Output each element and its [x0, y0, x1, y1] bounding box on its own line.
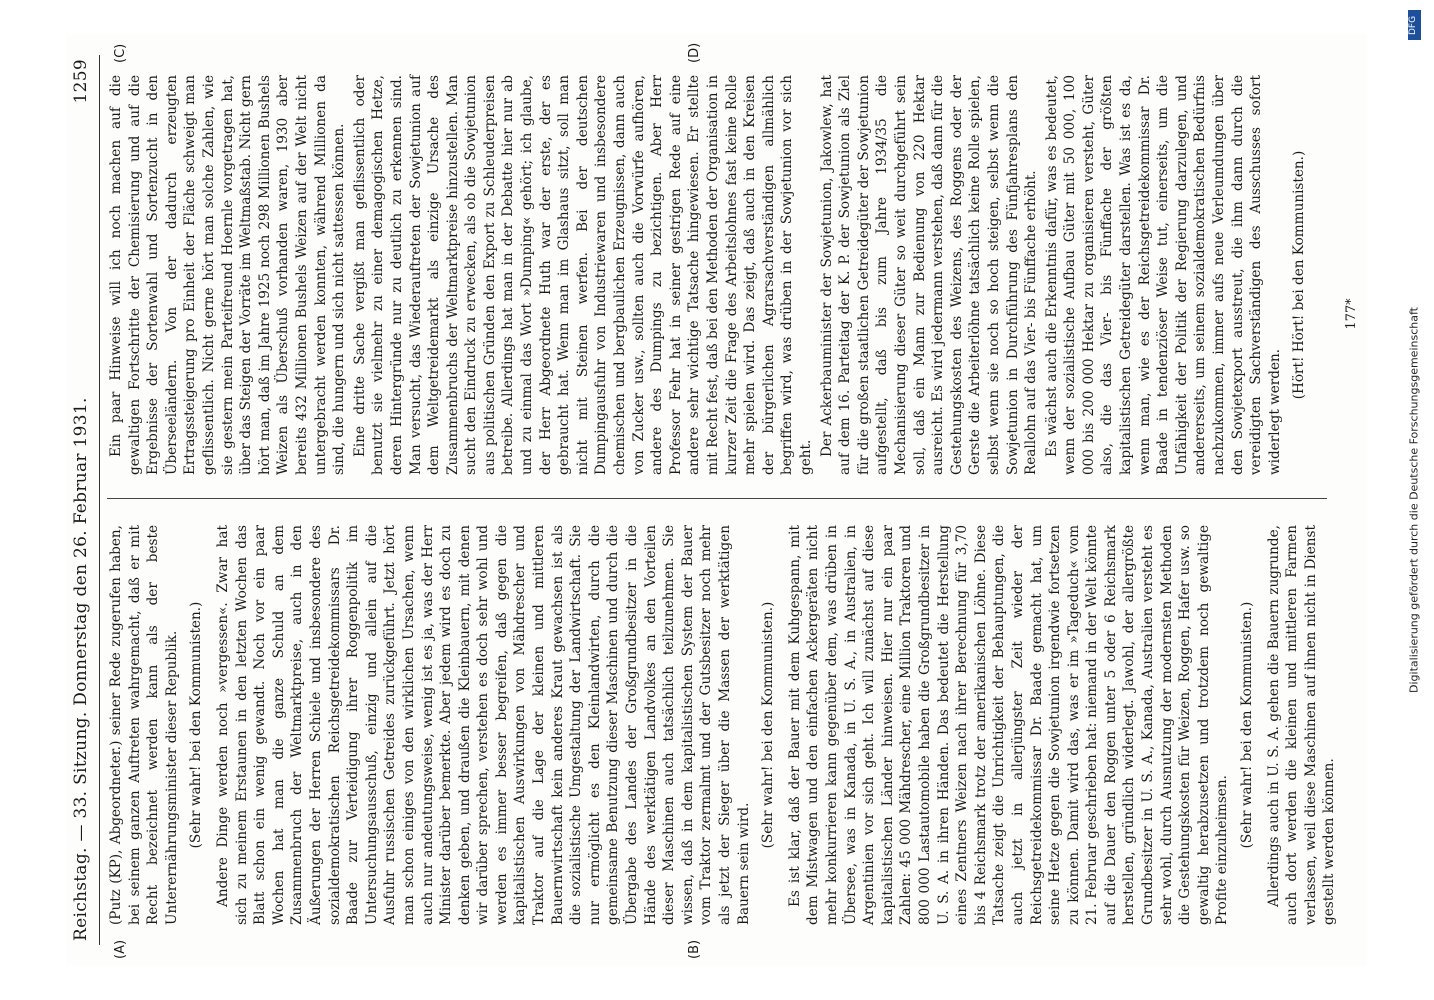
interjection: (Hört! Hört! bei den Kommunisten.) — [1291, 150, 1308, 400]
paragraph: Ein paar Hinweise will ich noch machen auf die gewaltigen Fortschritte der Chemisierung und auf die Ergebnisse der Sortenwahl und Sortenzucht in den Überseeländern. Von der dadurch erzeugten Ertragssteigerung pro Einheit der Fläche schweigt man geflissentlich. Nicht gerne hört man solche Zahlen, wie sie gestern mein Parteifreund Hoernle vorgetragen hat, über das Steigen der Vorräte im Weltmaßstab. Nicht gern hört man, daß im Jahre 1925 noch 298 Millionen Bushels Weizen als Überschuß vorhanden waren, 1930 aber bereits 432 Millionen Bushels Weizen auf der Welt nicht untergebracht werden konnten, während Millionen da sind, die hungern und sich nicht sattessen können. — [108, 75, 348, 475]
dfg-logo: DFG — [1408, 10, 1421, 40]
paragraph: (Putz (KP), Abgeordneter.) seiner Rede zugerufen haben, bei seinem ganzen Auftreten wahrgemacht, daß er mit Recht bezeichnet werden kann als der beste Unterernährungsminister dieser Republik. — [108, 525, 180, 925]
paragraph: Eine dritte Sache vergißt man geflissentlich oder benutzt sie vielmehr zu einer demagogischen Hetze, deren Hintergründe nur zu deutlich zu erkennen sind. Man versucht, das Wiederauftreten der Sowjetunion auf dem Weltgetreidemarkt als einzige Ursache des Zusammenbruchs der Weltmarktpreise hinzustellen. Man sucht den Eindruck zu erwecken, als ob die Sowjetunion aus politischen Gründen den Export zu Schleuderpreisen betreibe. Allerdings hat man in der Debatte hier nur ab und zu einmal das Wort »Dumping« gehört; ich glaube, der Herr Abgeordnete Huth war der erste, der es gebraucht hat. Wenn man im Glashaus sitzt, soll man nicht mit Steinen werfen. Bei der deutschen Dumpingausfuhr von Industriewaren und insbesondere chemischen und bergbaulichen Erzeugnissen, dann auch von Zucker usw., sollten auch die Vorwürfe aufhören, andere des Dumpings zu bezichtigen. Aber Herr Professor Fehr hat in seiner gestrigen Rede auf eine andere sehr wichtige Tatsache hingewiesen. Er stellte mit Recht fest, daß bei den Methoden der Organisation in kurzer Zeit die Frage des Arbeitslohnes fast keine Rolle mehr spielen wird. Das zeigt, daß auch in den Kreisen der bürgerlichen Agrarsachverständigen allmählich begriffen wird, was drüben in der Sowjetunion vor sich geht. — [351, 75, 814, 475]
right-column — [107, 75, 1331, 475]
margin-mark-c: (C) — [113, 43, 128, 63]
interjection: (Sehr wahr! bei den Kommunisten.) — [1239, 601, 1256, 849]
paragraph: Es ist klar, daß der Bauer mit dem Kuhgespann, mit dem Mistwagen und den einfachen Ackergeräten nicht mehr konkurrieren kann gegenüber dem, was drüben in Übersee, was in Kanada, in U. S. A., in Australien, in Argentinien vor sich geht. Ich will zunächst auf diese kapitalistischen Länder hinweisen. Hier nur ein paar Zahlen: 45 000 Mähdrescher, eine Million Traktoren und 800 000 Lastautomobile haben die Großgrundbesitzer in U. S. A. in ihren Händen. Das bedeutet die Herstellung eines Zentners Weizen nach ihrer Berechnung für 3,70 bis 4 Reichsmark trotz der amerikanischen Löhne. Diese Tatsache zeigt die Unrichtigkeit der Behauptungen, die auch jetzt in allerjüngster Zeit wieder der Reichsgetreidekommissar Dr. Baade gemacht hat, um seine Hetze gegen die Sowjetunion irgendwie fortsetzen zu können. Damit wird das, was er im »Tageduch« vom 21. Februar geschrieben hat: niemand in der Welt könnte auf die Dauer den Roggen unter 5 oder 6 Reichsmark herstellen, gründlich widerlegt. Jawohl, der allergrößte Grundbesitzer in U. S. A., Kanada, Australien versteht es sehr wohl, durch Ausnutzung der modernsten Methoden die Gestehungskosten für Weizen, Roggen, Hafer usw. so gewaltig herabzusetzen und trotzdem noch gewaltige Profite einzuheimsen. — [786, 525, 1231, 925]
margin-mark-b: (B) — [687, 939, 702, 959]
page-header — [67, 55, 100, 945]
margin-mark-a: (A) — [113, 939, 128, 959]
left-column — [107, 525, 1338, 925]
interjection: (Sehr wahr! bei den Kommunisten.) — [760, 601, 777, 849]
margin-mark-d: (D) — [687, 42, 702, 63]
paragraph: Es wächst auch die Erkenntnis dafür, was es bedeutet, wenn der sozialistische Aufbau Güter mit 50 000, 100 000 bis 200 000 Hektar zu organisieren versteht, Güter also, die das Vier- bis Fünffache der größten kapitalistischen Getreidegüter darstellen. Was ist es da, wenn man, wie es der Reichsgetreidekommissar Dr. Baade in tendenziöser Weise tut, einerseits, um die Unfähigkeit der Politik der Regierung darzulegen, und andererseits, um seinem sozialdemokratischen Bedürfnis nachzukommen, immer aufs neue Verleumdungen über den Sowjetexport ausstreut, die ihm dann durch die vereidigten Sachverständigen des Ausschusses sofort widerlegt werden. — [1043, 75, 1283, 475]
digitization-credit: Digitalisierung gefördert durch die Deutsche Forschungsgemeinschaft — [1407, 307, 1421, 693]
header-title: Reichstag. — 33. Sitzung. Donnerstag den 26. Februar 1931. — [71, 397, 91, 941]
rotated-page — [67, 35, 1367, 965]
page-number: 1259 — [71, 59, 91, 104]
column-divider — [107, 498, 1327, 499]
paragraph: Allerdings auch in U. S. A. gehen die Bauern zugrunde, auch dort werden die kleinen und mittleren Farmen verlassen, weil diese Maschinen auf ihnen nicht in Dienst gestellt werden können. — [1265, 525, 1338, 925]
interjection: (Sehr wahr! bei den Kommunisten.) — [188, 601, 205, 849]
page-signature: 177* — [1344, 298, 1359, 330]
paragraph: Der Ackerbauminister der Sowjetunion, Jakowlew, hat auf dem 16. Parteitag der K. P. der Sowjetunion als Ziel für die großen staatlichen Getreidegüter der Sowjetunion aufgestellt, daß bis zum Jahre 1934/35 die Mechanisierung dieser Güter so weit durchgeführt sein soll, daß ein Mann zur Bedienung von 220 Hektar ausreicht. Es wird jedermann verstehen, daß dann für die Gestehungskosten des Weizens, des Roggens oder der Gerste die Arbeiterlöhne tatsächlich keine Rolle spielen, selbst wenn sie noch so hoch steigen, selbst wenn die Sowjetunion in Durchführung des Fünfjahresplans den Reallohn auf das Vier- bis Fünffache erhöht. — [818, 75, 1040, 475]
paragraph: Andere Dinge werden noch »vergessen«. Zwar hat sich zu meinem Erstaunen in den letzten Wochen das Blatt schon ein wenig gewandt. Noch vor ein paar Wochen hat man die ganze Schuld an dem Zusammenbruch der Weltmarktpreise, auch in den Äußerungen der Herren Schiele und insbesondere des sozialdemokratischen Reichsgetreidekommissars Dr. Baade zur Verteidigung ihrer Roggenpolitik im Untersuchungsausschuß, einzig und allein auf die Ausfuhr russischen Getreides zurückgeführt. Jetzt hört man schon einiges von den wirklichen Ursachen, wenn auch nur andeutungsweise, wenig ist es ja, was der Herr Minister darüber bemerkte. Aber jedem wird es doch zu denken geben, und draußen die Kleinbauern, mit denen wir darüber sprechen, verstehen es doch sehr wohl und werden es immer besser begreifen, daß gegen die kapitalistischen Auswirkungen von Mähdrescher und Traktor auf die Lage der kleinen und mittleren Bauernwirtschaft kein anderes Kraut gewachsen ist als die sozialistische Umgestaltung der Landwirtschaft. Sie nur ermöglicht es den Kleinlandwirten, durch die gemeinsame Benutzung dieser Maschinen und durch die Übergabe des Landes der Großgrundbesitzer in die Hände des werktätigen Landvolkes an den Vorteilen dieser Maschinen auch tatsächlich teilzunehmen. Sie wissen, daß in dem kapitalistischen System der Bauer vom Traktor zermalmt und der Gutsbesitzer noch mehr als jetzt der Sieger über die Massen der werktätigen Bauern sein wird. — [214, 525, 752, 925]
